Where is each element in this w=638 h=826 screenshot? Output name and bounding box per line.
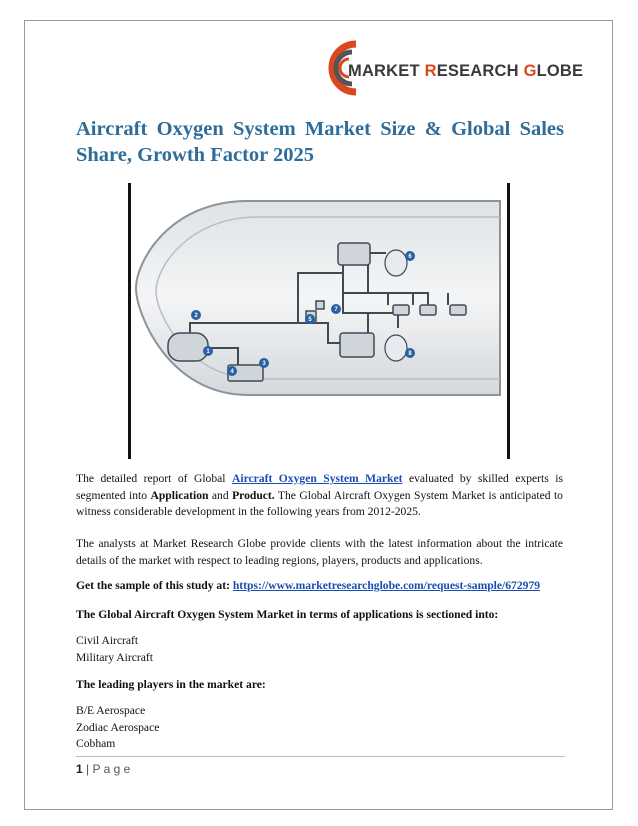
svg-text:5: 5 [308,317,312,323]
footer-divider [76,756,565,757]
applications-heading: The Global Aircraft Oxygen System Market in terms of applications is sectioned into: [76,608,499,621]
svg-text:4: 4 [230,369,234,375]
list-item: Military Aircraft [76,650,153,664]
svg-text:7: 7 [334,307,338,313]
list-item: Zodiac Aerospace [76,720,160,734]
svg-text:1: 1 [206,349,210,355]
marker-1-icon [203,346,213,356]
sample-line [76,578,563,595]
page-title: Aircraft Oxygen System Market Size & Global Sales Share, Growth Factor 2025 [76,118,564,166]
marker-7-icon [331,304,341,314]
applications-list [76,633,563,666]
sample-label: Get the sample of this study at: [76,579,233,592]
aircraft-oxygen-system-diagram [128,183,512,459]
marker-8-icon [405,348,415,358]
logo-text: MARKET RESEARCH GLOBE [348,62,584,80]
list-item: Cobham [76,737,116,750]
list-item: B/E Aerospace [76,704,146,717]
page-number: 1 [76,762,83,776]
sample-link[interactable]: https://www.marketresearchglobe.com/request-sample/672979 [232,579,541,592]
players-list [76,703,563,753]
market-report-link[interactable]: Aircraft Oxygen System Market [231,472,403,485]
marker-5-icon [305,314,315,324]
players-heading: The leading players in the market are: [76,678,266,691]
marker-4-icon [227,366,237,376]
svg-text:8: 8 [408,351,412,357]
list-item: Civil Aircraft [76,634,139,647]
page-footer: 1 | P a g e [76,762,131,776]
svg-text:6: 6 [408,254,412,260]
page-word: P a g e [92,762,131,776]
marker-6-icon [405,251,415,261]
marker-3-icon [259,358,269,368]
intro-paragraph: The detailed report of Global Aircraft Oxygen System Market evaluated by skilled experts is segmented into Application and Product. The Global Aircraft Oxygen System Market is anticipated to witness considerable development in the following years from 2012-2025. [76,472,563,518]
analysts-paragraph: The analysts at Market Research Globe provide clients with the latest information about the intricate details of the market with respect to leading regions, players, products and applications. [76,537,563,567]
marker-2-icon [191,310,201,320]
svg-text:2: 2 [194,313,198,319]
svg-text:3: 3 [262,361,266,367]
